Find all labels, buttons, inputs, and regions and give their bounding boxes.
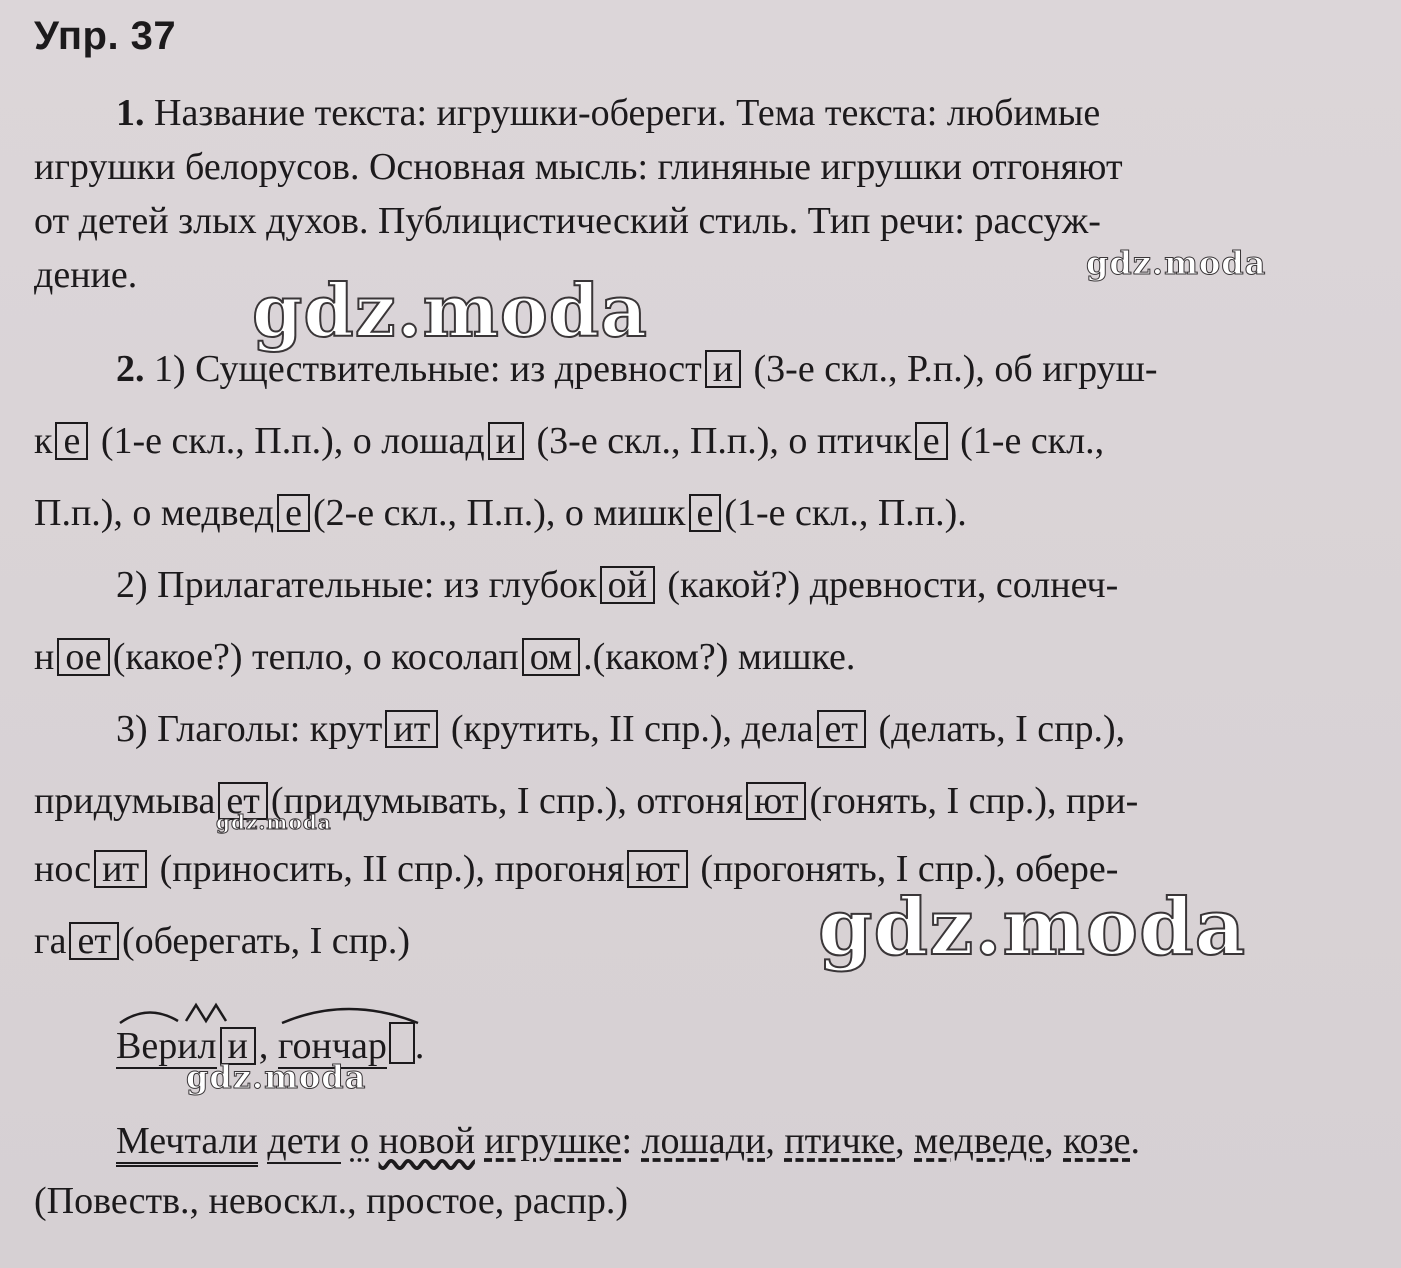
text: (какое?) тепло, о косолап — [112, 636, 519, 678]
ending-box: ит — [385, 710, 438, 748]
p1-line-1 — [116, 90, 1100, 136]
object: игрушке — [484, 1120, 622, 1162]
text: (2-е скл., П.п.), о мишк — [312, 492, 686, 534]
text: (прогонять, I спр.), обере- — [700, 848, 1119, 890]
morpheme-stem: Верил — [116, 1025, 217, 1067]
watermark: gdz.moda — [216, 810, 332, 834]
ending-box: ит — [94, 850, 147, 888]
parsed-sentence — [116, 1118, 1140, 1164]
ending-box: е — [277, 494, 310, 532]
zero-ending-box — [389, 1022, 415, 1064]
text: Название текста: игрушки-обереги. Тема текста: любимые — [154, 92, 1101, 134]
text: (3-е скл., Р.п.), об игруш- — [753, 348, 1158, 390]
text: . — [1130, 1120, 1141, 1162]
ending-box: ое — [57, 638, 109, 676]
text: н — [34, 636, 55, 678]
text: , — [765, 1120, 775, 1162]
p1-line-3: от детей злых духов. Публицистический стиль. Тип речи: рассуж- — [34, 200, 1101, 242]
ending-box: ом — [522, 638, 580, 676]
text: , — [895, 1120, 905, 1162]
text: га — [34, 920, 67, 962]
text: 2) Прилагательные: из глубок — [116, 564, 597, 606]
ending-box: ет — [817, 710, 866, 748]
ending-box: и — [488, 422, 524, 460]
ending-box: е — [915, 422, 948, 460]
text: нос — [34, 848, 92, 890]
text: , — [1044, 1120, 1054, 1162]
watermark: gdz.moda — [252, 268, 648, 353]
sentence-note: (Повеств., невоскл., простое, распр.) — [34, 1180, 628, 1222]
p2-line-2 — [34, 418, 1104, 464]
ending-box: ют — [627, 850, 688, 888]
text: (оберегать, I спр.) — [121, 920, 411, 962]
p2-line-3 — [34, 490, 967, 536]
text: : — [621, 1120, 633, 1162]
p2-line-7 — [34, 778, 1138, 824]
text: (1-е скл., П.п.). — [724, 492, 967, 534]
text: 1) Существительные: из древност — [154, 348, 702, 390]
text: П.п.), о медвед — [34, 492, 275, 534]
text: (1-е скл., П.п.), о лошад — [100, 420, 485, 462]
exercise-title: Упр. 37 — [34, 14, 177, 58]
p1-line-2: игрушки белорусов. Основная мысль: глиняные игрушки отгоняют — [34, 146, 1123, 188]
watermark: gdz.moda — [818, 882, 1247, 973]
part-number: 2. — [116, 348, 145, 390]
text: . — [414, 1025, 425, 1067]
morpheme-marks-icon — [116, 1001, 256, 1025]
text: к — [34, 420, 53, 462]
p2-line-9 — [34, 918, 410, 964]
text: (какой?) древности, солнеч- — [667, 564, 1119, 606]
predicate: Мечтали — [116, 1120, 258, 1167]
morpheme-stem: гончар — [277, 1025, 387, 1067]
p2-line-6 — [116, 706, 1125, 752]
p1-line-4: дение. — [34, 254, 138, 296]
text: (1-е скл., — [960, 420, 1105, 462]
ending-box: и — [705, 350, 741, 388]
ending-box: ет — [218, 782, 267, 820]
p2-line-5 — [34, 634, 855, 680]
object: медведе — [914, 1120, 1045, 1162]
watermark: gdz.moda — [186, 1058, 367, 1096]
text: (приносить, II спр.), прогоня — [159, 848, 625, 890]
text: (3-е скл., П.п.), о птичк — [536, 420, 912, 462]
text: (гонять, I спр.), при- — [809, 780, 1139, 822]
ending-box: ет — [69, 922, 118, 960]
object: лошади — [641, 1120, 766, 1162]
text: (придумывать, I спр.), отгоня — [270, 780, 743, 822]
ending-box: и — [220, 1027, 256, 1065]
ending-box: е — [689, 494, 722, 532]
text: (делать, I спр.), — [878, 708, 1126, 750]
text: , — [258, 1025, 269, 1067]
subject: дети — [267, 1120, 341, 1162]
object: птичке — [784, 1120, 896, 1162]
text: (крутить, II спр.), дела — [450, 708, 814, 750]
preposition: о — [350, 1120, 370, 1162]
part-number: 1. — [116, 92, 145, 134]
p2-line-4 — [116, 562, 1118, 608]
watermark: gdz.moda — [1086, 244, 1267, 282]
ending-box: ой — [600, 566, 655, 604]
text: придумыва — [34, 780, 216, 822]
text: .(каком?) мишке. — [583, 636, 856, 678]
ending-box: е — [55, 422, 88, 460]
attribute: новой — [378, 1120, 475, 1162]
ending-box: ют — [746, 782, 807, 820]
object: козе — [1063, 1120, 1131, 1162]
text: 3) Глаголы: крут — [116, 708, 383, 750]
